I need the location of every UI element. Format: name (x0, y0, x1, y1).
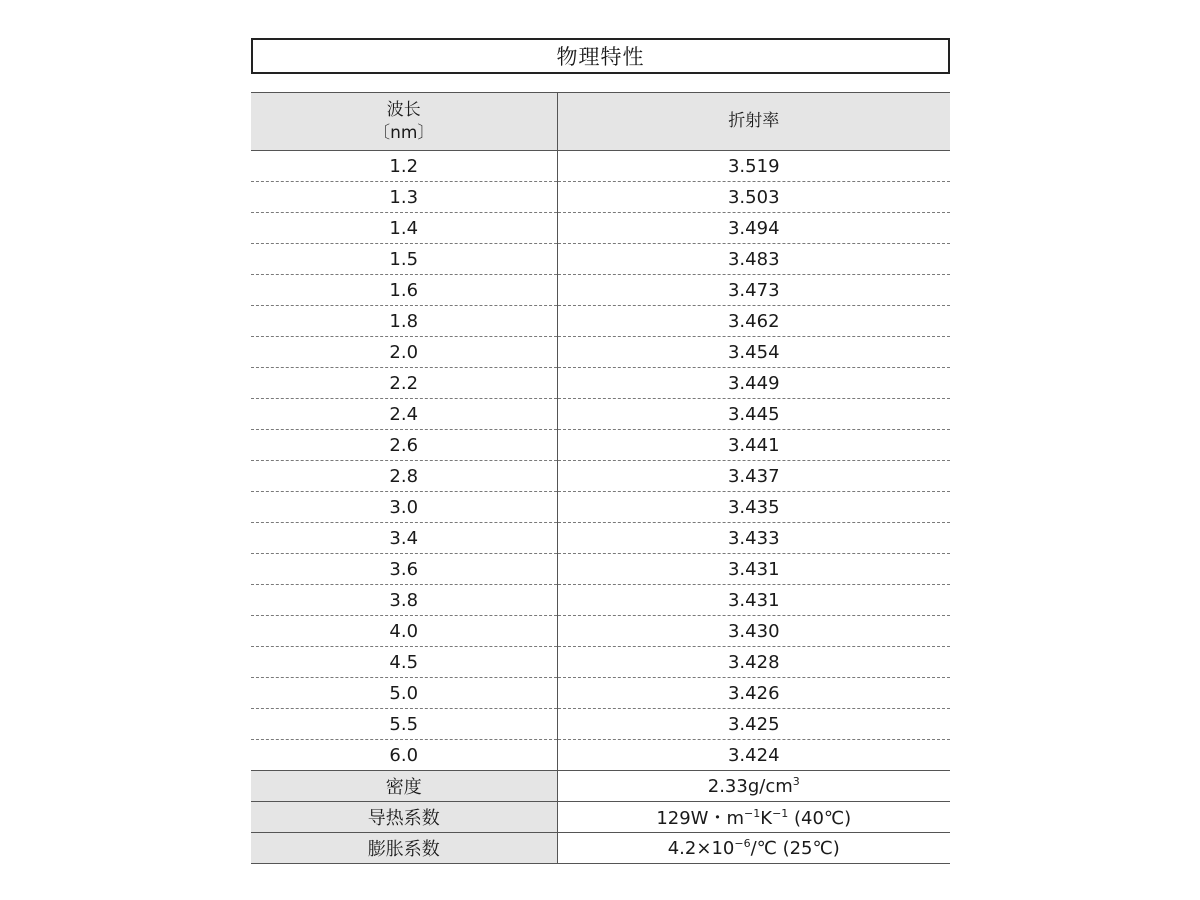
index-cell: 3.437 (557, 461, 950, 492)
wavelength-cell: 1.6 (251, 275, 557, 306)
physical-properties-sheet (251, 38, 950, 864)
table-row (251, 306, 950, 337)
header-wavelength-label: 波长 (386, 99, 421, 120)
density-label: 密度 (251, 771, 557, 802)
thermal-conductivity-row (251, 802, 950, 833)
wavelength-cell: 2.6 (251, 430, 557, 461)
density-superscript: 3 (792, 774, 800, 788)
wavelength-cell: 5.0 (251, 678, 557, 709)
table-row (251, 151, 950, 182)
wavelength-cell: 2.4 (251, 399, 557, 430)
table-row (251, 182, 950, 213)
table-row (251, 368, 950, 399)
index-cell: 3.426 (557, 678, 950, 709)
wavelength-cell: 1.2 (251, 151, 557, 182)
index-cell: 3.454 (557, 337, 950, 368)
expansion-coefficient-label: 膨胀系数 (251, 833, 557, 864)
index-cell: 3.462 (557, 306, 950, 337)
thermal-sup1: −1 (744, 807, 761, 820)
table-row (251, 585, 950, 616)
wavelength-cell: 4.5 (251, 647, 557, 678)
table-wrapper (251, 92, 950, 864)
table-row (251, 554, 950, 585)
thermal-sup2: −1 (772, 807, 789, 820)
thermal-part2: K (760, 808, 773, 829)
wavelength-cell: 3.6 (251, 554, 557, 585)
header-refractive-index: 折射率 (557, 93, 950, 151)
index-cell: 3.425 (557, 709, 950, 740)
thermal-part1: 129W・m (656, 808, 745, 829)
table-title: 物理特性 (251, 38, 950, 74)
index-cell: 3.433 (557, 523, 950, 554)
wavelength-cell: 1.5 (251, 244, 557, 275)
table-row (251, 244, 950, 275)
wavelength-cell: 4.0 (251, 616, 557, 647)
table-row (251, 337, 950, 368)
wavelength-cell: 5.5 (251, 709, 557, 740)
index-cell: 3.431 (557, 585, 950, 616)
index-cell: 3.424 (557, 740, 950, 771)
thermal-part3: (40℃) (788, 808, 852, 829)
expansion-coefficient-row (251, 833, 950, 864)
index-cell: 3.431 (557, 554, 950, 585)
table-row (251, 709, 950, 740)
density-value-text: 2.33g/cm (707, 775, 793, 797)
table-row (251, 678, 950, 709)
wavelength-cell: 2.8 (251, 461, 557, 492)
wavelength-cell: 2.0 (251, 337, 557, 368)
table-row (251, 461, 950, 492)
density-value (557, 771, 950, 802)
table-row (251, 430, 950, 461)
expansion-sup1: −6 (734, 836, 751, 850)
index-cell: 3.494 (557, 213, 950, 244)
wavelength-cell: 1.3 (251, 182, 557, 213)
index-cell: 3.428 (557, 647, 950, 678)
table-row (251, 523, 950, 554)
wavelength-cell: 3.8 (251, 585, 557, 616)
header-row (251, 93, 950, 151)
table-row (251, 213, 950, 244)
thermal-conductivity-value (557, 802, 950, 833)
wavelength-cell: 6.0 (251, 740, 557, 771)
index-cell: 3.441 (557, 430, 950, 461)
index-cell: 3.483 (557, 244, 950, 275)
table-row (251, 492, 950, 523)
wavelength-cell: 2.2 (251, 368, 557, 399)
thermal-conductivity-label: 导热系数 (251, 802, 557, 833)
index-cell: 3.445 (557, 399, 950, 430)
index-cell: 3.519 (557, 151, 950, 182)
table-row (251, 399, 950, 430)
index-cell: 3.473 (557, 275, 950, 306)
expansion-part1: 4.2×10 (667, 837, 735, 859)
index-cell: 3.430 (557, 616, 950, 647)
density-row (251, 771, 950, 802)
index-cell: 3.435 (557, 492, 950, 523)
expansion-coefficient-value (557, 833, 950, 864)
table-row (251, 275, 950, 306)
wavelength-cell: 1.8 (251, 306, 557, 337)
header-wavelength (251, 93, 557, 151)
wavelength-cell: 3.4 (251, 523, 557, 554)
properties-table (251, 93, 950, 864)
wavelength-cell: 3.0 (251, 492, 557, 523)
index-cell: 3.503 (557, 182, 950, 213)
table-row (251, 647, 950, 678)
table-row (251, 740, 950, 771)
expansion-part2: /℃ (25℃) (750, 837, 840, 859)
header-wavelength-unit: 〔nm〕 (373, 122, 435, 143)
table-row (251, 616, 950, 647)
index-cell: 3.449 (557, 368, 950, 399)
wavelength-cell: 1.4 (251, 213, 557, 244)
